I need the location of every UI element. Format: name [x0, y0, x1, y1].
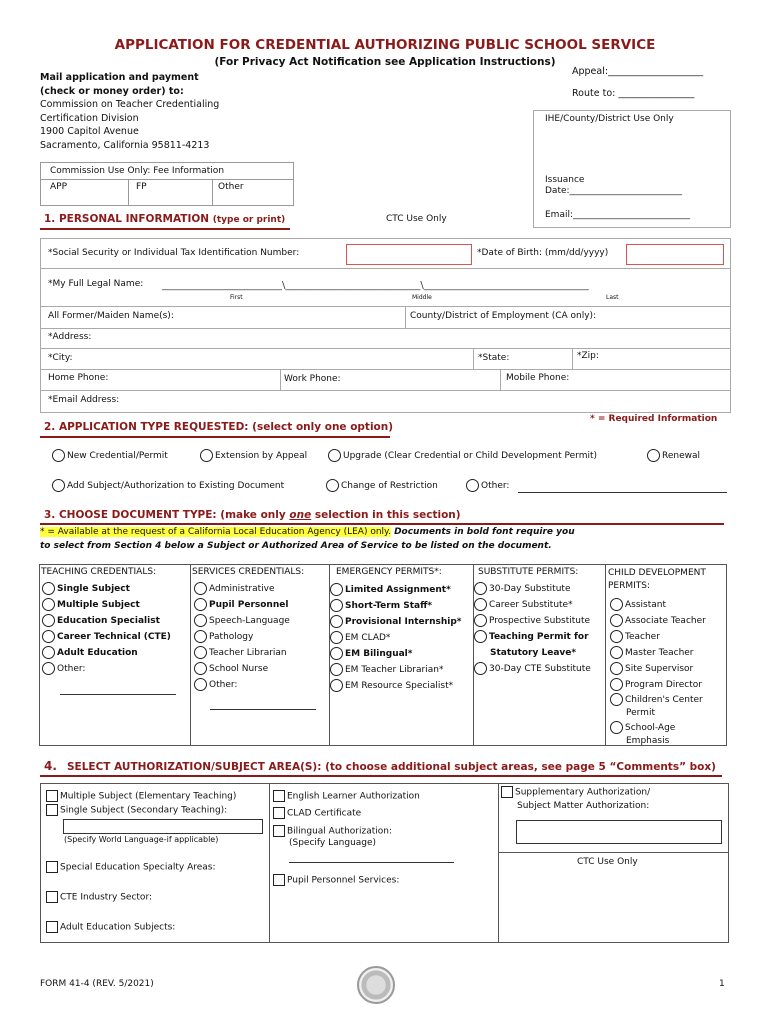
bilingual-input[interactable] [289, 862, 454, 863]
child-childrens-center[interactable]: Children's Center Permit [610, 693, 703, 720]
mail-line: 1900 Capitol Avenue [40, 126, 139, 137]
work-phone-label[interactable]: Work Phone: [284, 374, 341, 384]
page-number: 1 [719, 979, 725, 989]
services-item[interactable]: School Nurse [194, 661, 290, 677]
bilingual-note: (Specify Language) [289, 838, 377, 848]
teaching-list [42, 581, 171, 677]
chk-cte[interactable]: CTE Industry Sector: [46, 891, 152, 903]
dob-label: *Date of Birth: (mm/dd/yyyy) [477, 248, 609, 258]
chk-adult[interactable]: Adult Education Subjects: [46, 921, 175, 933]
child-item[interactable]: Program Director [610, 677, 706, 693]
chk-sped[interactable]: Special Education Specialty Areas: [46, 861, 216, 873]
chk-supplementary[interactable]: Supplementary Authorization/ [501, 786, 650, 798]
ihe-email-field[interactable]: Email:__________________________ [545, 210, 691, 220]
radio-new-credential[interactable] [52, 449, 65, 462]
state-seal-icon [357, 966, 395, 1004]
name-first-label: First [230, 294, 243, 301]
state-label[interactable]: *State: [478, 353, 510, 363]
fee-app: APP [50, 182, 68, 192]
section-1-title: 1. PERSONAL INFORMATION (type or print) [44, 213, 286, 225]
radio-other[interactable] [466, 479, 479, 492]
home-phone-label[interactable]: Home Phone: [48, 373, 109, 383]
opt-extension-appeal[interactable]: Extension by Appeal [200, 449, 307, 462]
appeal-field[interactable]: Appeal:____________________ [572, 66, 704, 77]
services-head: SERVICES CREDENTIALS: [192, 567, 305, 577]
issuance-date-field[interactable]: Date:_________________________ [545, 186, 683, 196]
services-item[interactable]: Administrative [194, 581, 290, 597]
chk-single-subject[interactable]: Single Subject (Secondary Teaching): [46, 804, 227, 816]
page-subtitle: (For Privacy Act Notification see Application Instructions) [214, 56, 556, 68]
city-label[interactable]: *City: [48, 353, 73, 363]
emergency-item[interactable]: EM Bilingual* [330, 646, 462, 662]
chk-multiple-subject[interactable]: Multiple Subject (Elementary Teaching) [46, 790, 236, 802]
teaching-head: TEACHING CREDENTIALS: [41, 567, 157, 577]
mail-line: Certification Division [40, 112, 139, 124]
mail-line: Mail application and payment [40, 72, 199, 83]
emergency-item[interactable]: EM CLAD* [330, 630, 462, 646]
teaching-item[interactable]: Other: [42, 661, 171, 677]
services-item[interactable]: Speech-Language [194, 613, 290, 629]
teaching-item[interactable]: Multiple Subject [42, 597, 171, 613]
substitute-item[interactable]: Teaching Permit for [474, 629, 591, 645]
substitute-item[interactable]: Prospective Substitute [474, 613, 591, 629]
mail-line: (check or money order) to: [40, 85, 184, 97]
substitute-item[interactable]: Career Substitute* [474, 597, 591, 613]
child-head: CHILD DEVELOPMENT PERMITS: [608, 568, 706, 591]
opt-renewal[interactable]: Renewal [647, 449, 700, 462]
county-label[interactable]: County/District of Employment (CA only): [410, 311, 597, 321]
radio-renewal[interactable] [647, 449, 660, 462]
services-other-input[interactable] [210, 709, 316, 710]
fee-fp: FP [136, 182, 147, 192]
ssn-input[interactable] [346, 244, 472, 265]
radio-change-restriction[interactable] [326, 479, 339, 492]
teaching-item[interactable]: Adult Education [42, 645, 171, 661]
name-middle-label: Middle [412, 294, 432, 301]
emergency-list [330, 582, 462, 694]
teaching-item[interactable]: Single Subject [42, 581, 171, 597]
issuance-label: Issuance [545, 175, 585, 185]
substitute-item[interactable]: 30-Day Substitute [474, 581, 591, 597]
route-field[interactable]: Route to: ________________ [572, 88, 695, 99]
address-label[interactable]: *Address: [48, 332, 92, 342]
supplementary-input[interactable] [516, 820, 722, 844]
fee-other: Other [218, 182, 244, 192]
world-language-note: (Specify World Language-if applicable) [64, 835, 219, 844]
services-item[interactable]: Teacher Librarian [194, 645, 290, 661]
radio-extension[interactable] [200, 449, 213, 462]
ctc-use-only-label-2: CTC Use Only [577, 857, 638, 867]
ssn-label: *Social Security or Individual Tax Identification Number: [48, 248, 300, 258]
zip-label[interactable]: *Zip: [577, 351, 599, 361]
other-type-input[interactable] [518, 492, 727, 493]
opt-change-restriction[interactable]: Change of Restriction [326, 479, 438, 492]
teaching-other-input[interactable] [60, 694, 176, 695]
mail-line: Sacramento, California 95811-4213 [40, 139, 210, 151]
child-item[interactable]: Assistant [610, 597, 706, 613]
mail-address-block [40, 71, 219, 152]
section-4-num: 4. [44, 759, 57, 773]
substitute-item-cont: Statutory Leave* [490, 648, 577, 658]
name-last-label: Last [606, 294, 619, 301]
form-number: FORM 41-4 (REV. 5/2021) [40, 979, 154, 989]
child-item[interactable]: Site Supervisor [610, 661, 706, 677]
section-4-title: SELECT AUTHORIZATION/SUBJECT AREA(S): (to choose additional subject areas, see page 5 “Comments” box) [67, 761, 716, 773]
chk-english-learner[interactable]: English Learner Authorization [273, 790, 420, 802]
legal-name-field[interactable]: ________________________\___________________________\_________________________________ [162, 280, 589, 291]
fee-title: Commission Use Only: Fee Information [50, 166, 225, 176]
emergency-item[interactable]: Short-Term Staff* [330, 598, 462, 614]
services-item[interactable]: Pupil Personnel [194, 597, 290, 613]
ihe-label: IHE/County/District Use Only [545, 114, 674, 124]
page-title: APPLICATION FOR CREDENTIAL AUTHORIZING PUBLIC SCHOOL SERVICE [114, 37, 656, 53]
supplementary-label: Subject Matter Authorization: [517, 801, 650, 811]
substitute-head: SUBSTITUTE PERMITS: [478, 567, 579, 577]
opt-add-subject[interactable]: Add Subject/Authorization to Existing Document [52, 479, 284, 492]
teaching-item[interactable]: Career Technical (CTE) [42, 629, 171, 645]
opt-new-credential[interactable]: New Credential/Permit [52, 449, 168, 462]
chk-clad[interactable]: CLAD Certificate [273, 807, 361, 819]
mail-line: Commission on Teacher Credentialing [40, 99, 220, 110]
email-label[interactable]: *Email Address: [48, 395, 120, 405]
required-note: * = Required Information [590, 414, 718, 424]
ctc-use-only-label: CTC Use Only [386, 214, 447, 224]
child-list [610, 597, 706, 693]
mobile-phone-label[interactable]: Mobile Phone: [506, 373, 570, 383]
child-item[interactable]: Master Teacher [610, 645, 706, 661]
opt-other[interactable]: Other: [466, 479, 509, 492]
chk-pupil-personnel[interactable]: Pupil Personnel Services: [273, 874, 399, 886]
substitute-item[interactable]: 30-Day CTE Substitute [474, 661, 591, 677]
opt-upgrade[interactable]: Upgrade (Clear Credential or Child Development Permit) [328, 449, 597, 462]
section-3-note-2: to select from Section 4 below a Subject or Authorized Area of Service to be listed on the document. [40, 541, 552, 551]
emergency-head: EMERGENCY PERMITS*: [336, 567, 442, 577]
emergency-item[interactable]: Limited Assignment* [330, 582, 462, 598]
chk-bilingual[interactable]: Bilingual Authorization: [273, 825, 392, 837]
section-3-title: 3. CHOOSE DOCUMENT TYPE: (make only one selection in this section) [44, 509, 461, 521]
substitute-list [474, 581, 591, 677]
single-subject-input[interactable] [63, 819, 263, 834]
section-3-note: * = Available at the request of a California Local Education Agency (LEA) only. Documents in bold font require you [40, 527, 575, 537]
services-item[interactable]: Pathology [194, 629, 290, 645]
teaching-item[interactable]: Education Specialist [42, 613, 171, 629]
emergency-item[interactable]: EM Teacher Librarian* [330, 662, 462, 678]
dob-input[interactable] [626, 244, 724, 265]
legal-name-label: *My Full Legal Name: [48, 279, 144, 289]
services-list [194, 581, 290, 693]
radio-upgrade[interactable] [328, 449, 341, 462]
emergency-item[interactable]: Provisional Internship* [330, 614, 462, 630]
emergency-item[interactable]: EM Resource Specialist* [330, 678, 462, 694]
services-item[interactable]: Other: [194, 677, 290, 693]
child-item[interactable]: Associate Teacher [610, 613, 706, 629]
child-item[interactable]: Teacher [610, 629, 706, 645]
child-school-age[interactable]: School-Age Emphasis [610, 721, 675, 748]
radio-add-subject[interactable] [52, 479, 65, 492]
former-names-label[interactable]: All Former/Maiden Name(s): [48, 311, 174, 321]
section-2-title: 2. APPLICATION TYPE REQUESTED: (select only one option) [44, 421, 394, 433]
